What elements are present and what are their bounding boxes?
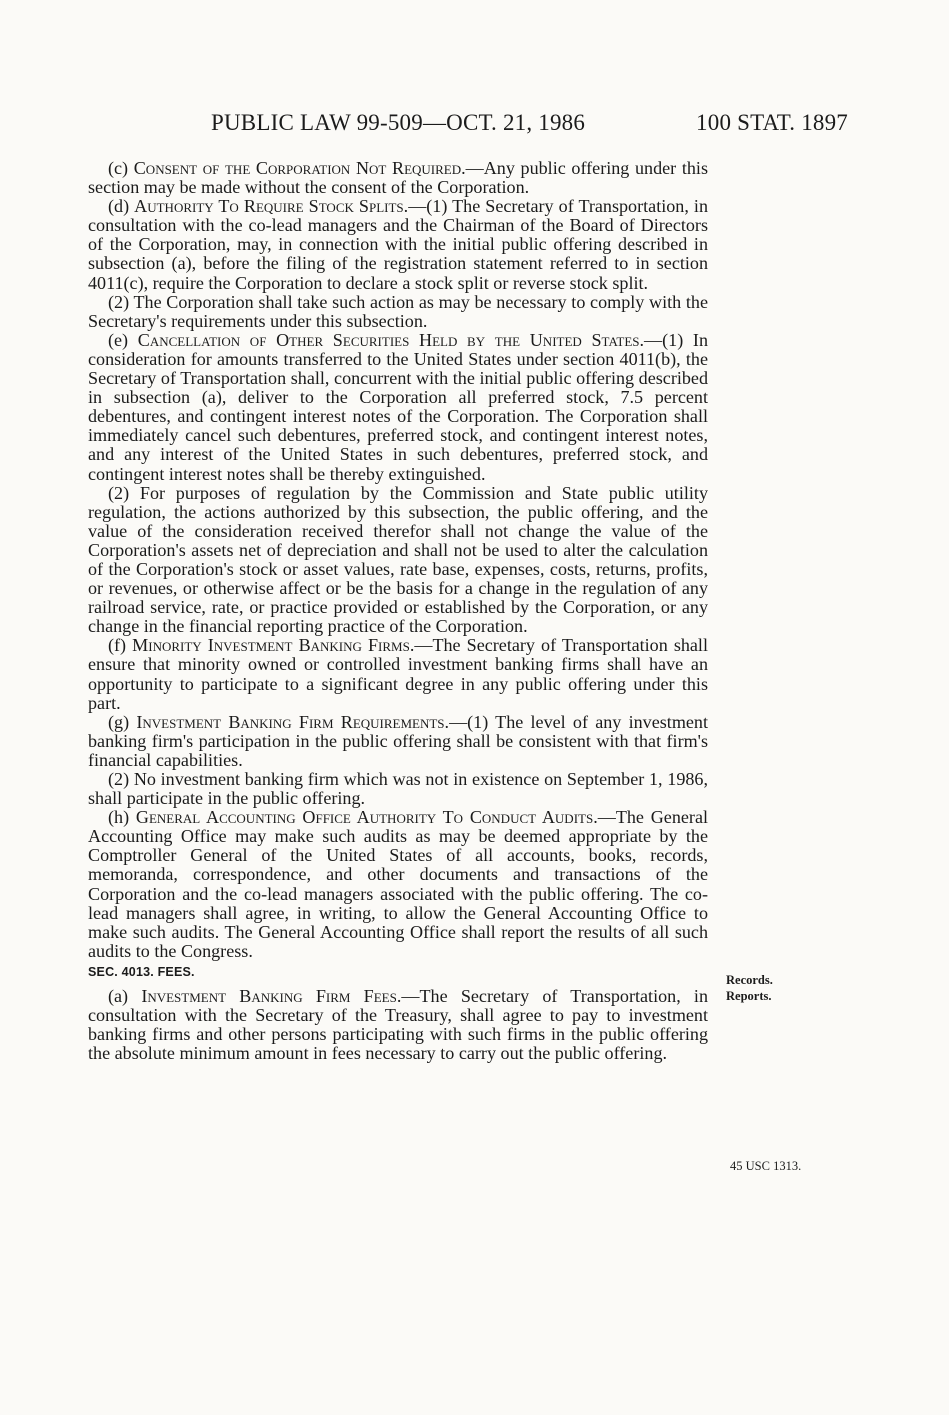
paragraph-d-1: [88, 197, 708, 292]
paragraph-text: —(1) In consideration for amounts transferred to the United States under section 4011(b), the Secretary of Transportation shall, concurrent with the initial public offering described in subsection (a), deliver to the Corporation all preferred stock, 7.5 percent debentures, and contingent interest notes of the Corporation. The Corporation shall immediately cancel such debentures, preferred stock, and contingent interest notes, and any interest of the United States in such debentures, preferred stock, and contingent interest notes shall be thereby extinguished.: [88, 329, 709, 484]
paragraph-g-2: (2) No investment banking firm which was not in existence on September 1, 1986, shall participate in the public offering.: [88, 769, 708, 809]
paragraph-caption: General Accounting Office Authority To Conduct Audits.: [135, 807, 598, 828]
statute-page-number: 100 STAT. 1897: [696, 110, 848, 135]
paragraph-prefix: (c): [108, 158, 134, 178]
paragraph-text: —(1) The Secretary of Transportation, in consultation with the co-lead managers and the Chairman of the Board of Directors of the Corporation, may, in connection with the initial public offering described in subsection (a), before the filing of the registration statement referred to in section 4011(c), require the Corporation to declare a stock split or reverse stock split.: [88, 196, 708, 293]
page-header-title: PUBLIC LAW 99-509—OCT. 21, 1986: [211, 110, 586, 135]
paragraph-c: [88, 159, 708, 197]
paragraph-caption: Investment Banking Firm Fees.: [141, 985, 402, 1006]
paragraph-caption: Minority Investment Banking Firms.: [132, 635, 415, 656]
margin-note-records-reports: [726, 972, 773, 1004]
paragraph-prefix: (e): [108, 329, 138, 350]
paragraph-text: —The Secretary of Transportation, in consultation with the Secretary of the Treasury, shall agree to pay to investment banking firms and other persons participating with such firms in the public offering the absolute minimum amount in fees necessary to carry out the public offering.: [88, 985, 709, 1064]
margin-note-usc-citation: 45 USC 1313.: [730, 1159, 802, 1173]
paragraph-d-2: (2) The Corporation shall take such action as may be necessary to comply with the Secretary's requirements under this subsection.: [88, 291, 708, 331]
paragraph-caption: Consent of the Corporation Not Required.: [133, 158, 466, 178]
paragraph-e-1: [88, 331, 708, 484]
paragraph-caption: Cancellation of Other Securities Held by the United States.: [137, 329, 645, 350]
margin-note-records: Records.: [726, 973, 773, 987]
paragraph-caption: Investment Banking Firm Requirements.: [136, 711, 450, 732]
paragraph-prefix: (d): [108, 196, 135, 217]
paragraph-prefix: (h): [108, 807, 136, 828]
paragraph-fees-a: [88, 987, 708, 1063]
paragraph-h: [88, 808, 708, 961]
paragraph-prefix: (a): [108, 985, 142, 1006]
paragraph-caption: Authority To Require Stock Splits.: [134, 196, 409, 217]
paragraph-text: —(1) The level of any investment banking firm's participation in the public offering shall be consistent with that firm's financial capabilities.: [88, 711, 708, 770]
paragraph-text: —The Secretary of Transportation shall ensure that minority owned or controlled investment banking firms shall have an opportunity to participate to a significant degree in any public offering under this part.: [88, 635, 708, 713]
paragraph-prefix: (g): [108, 711, 137, 732]
page-header: [88, 110, 848, 140]
section-heading: SEC. 4013. FEES.: [88, 964, 195, 979]
margin-note-reports: Reports.: [726, 989, 772, 1003]
paragraph-e-2: (2) For purposes of regulation by the Commission and State public utility regulation, the actions authorized by this subsection, the public offering, and the value of the consideration received therefor shall not change the value of the Corporation's assets net of depreciation and shall not be used to alter the calculation of the Corporation's stock or asset values, rate base, expenses, costs, returns, profits, or revenues, or otherwise affect or be the basis for a change in the regulation of any railroad service, rate, or practice provided or established by the Corporation, or any change in the financial reporting practice of the Corporation.: [88, 482, 708, 637]
paragraph-f: [88, 636, 708, 712]
paragraph-text: —The General Accounting Office may make such audits as may be deemed appropriate by the Comptroller General of the United States of all accounts, books, records, memoranda, correspondence, and other documents and transactions of the Corporation and the co-lead managers associated with the public offering. The co-lead managers shall agree, in writing, to allow the General Accounting Office to make such audits. The General Accounting Office shall report the results of all such audits to the Congress.: [88, 807, 708, 961]
paragraph-g-1: [88, 713, 708, 770]
document-body: [88, 159, 708, 1063]
paragraph-prefix: (f): [108, 635, 133, 656]
paragraph-text: —Any public offering under this section may be made without the consent of the Corporation.: [88, 158, 708, 198]
